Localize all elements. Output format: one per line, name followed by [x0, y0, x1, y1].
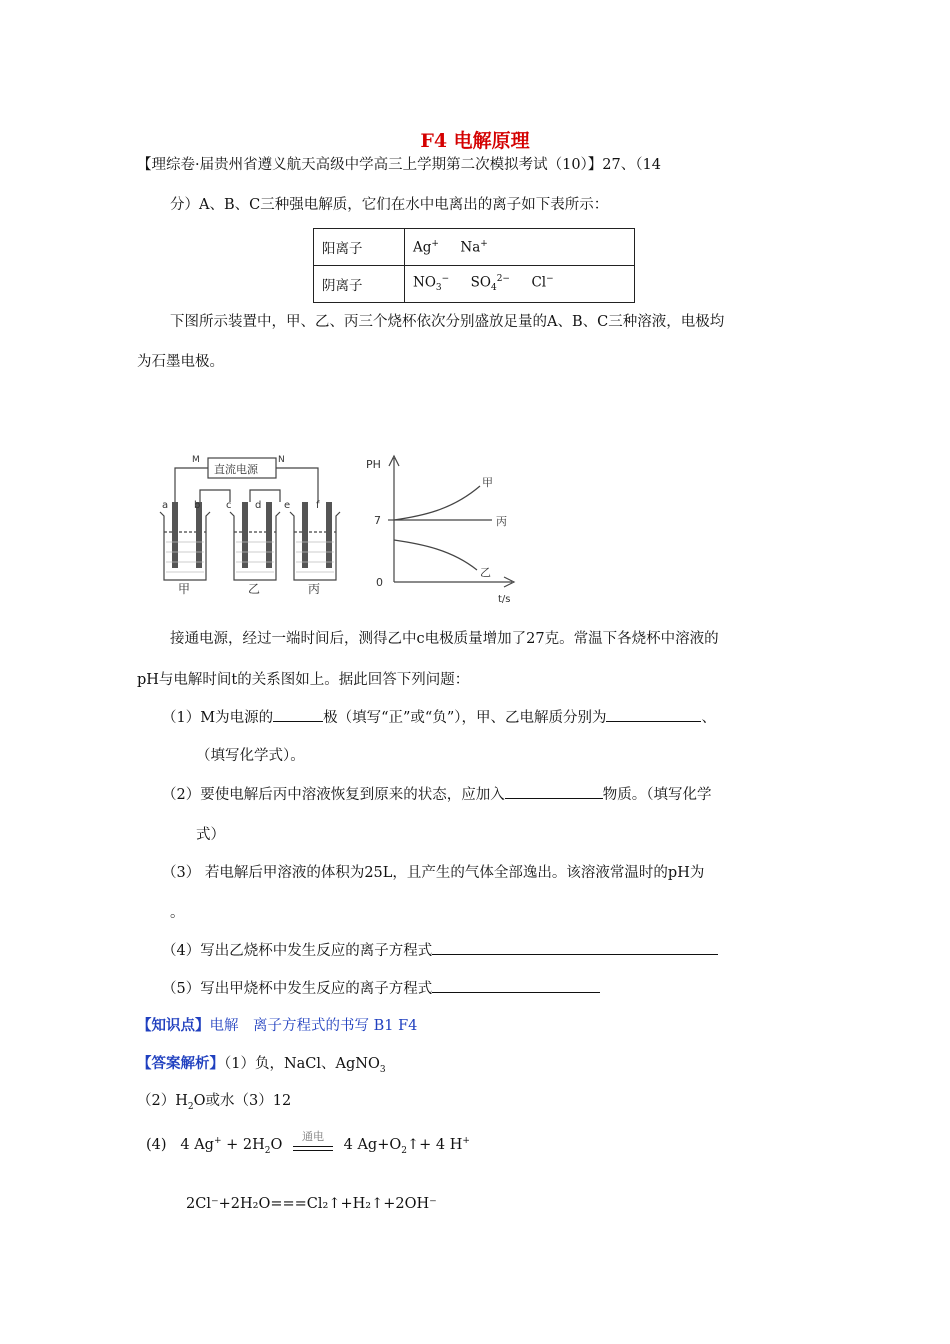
- question-2-cont: 式）: [196, 827, 225, 843]
- description-line-1: 接通电源，经过一端时间后，测得乙中c电极质量增加了27克。常温下各烧杯中溶液的: [170, 631, 719, 647]
- x-axis-label: t/s: [498, 594, 511, 605]
- intro-line-2: 为石墨电极。: [137, 354, 224, 370]
- electrode-a: a: [162, 500, 169, 511]
- answer-line-2: $(2)H_2O$或水（3）12: [137, 1093, 292, 1112]
- origin-label: 0: [376, 576, 383, 589]
- ph-time-graph: [362, 452, 522, 607]
- y-mark-7: 7: [374, 514, 381, 527]
- answer-equation-2: 2Cl⁻+2H₂O===Cl₂↑+H₂↑+2OH⁻: [186, 1196, 437, 1212]
- answer-blank-3[interactable]: [505, 784, 603, 799]
- beaker-bing: 丙: [308, 582, 321, 596]
- intro-line-1: 下图所示装置中，甲、乙、丙三个烧杯依次分别盛放足量的A、B、C三种溶液，电极均: [170, 314, 725, 330]
- electrode-b: b: [194, 500, 201, 511]
- anion-label: 阴离子: [314, 266, 405, 303]
- label-bing: 丙: [496, 515, 507, 528]
- cation-cell: Ag+ Na+: [405, 229, 635, 266]
- terminal-m: M: [192, 455, 200, 465]
- electrode-d: d: [255, 500, 262, 511]
- electrolysis-condition: 通电: [293, 1136, 333, 1154]
- question-2: （2）要使电解后丙中溶液恢复到原来的状态，应加入 物质。（填写化学: [162, 783, 711, 804]
- knowledge-point: 【知识点】电解 离子方程式的书写 B1 F4: [137, 1017, 418, 1034]
- curve-yi: [394, 540, 477, 570]
- label-jia: 甲: [482, 476, 493, 489]
- answer-blank-1[interactable]: [273, 707, 323, 722]
- terminal-n: N: [278, 455, 285, 465]
- power-label: 直流电源: [214, 463, 258, 476]
- answer-equation-1: (4) 4 $Ag^+ + 2H_2O$ 通电 4 $Ag+O_2↑+ 4$ H+: [146, 1130, 470, 1156]
- question-1-cont: （填写化学式）。: [196, 748, 305, 764]
- ion-table: [313, 228, 635, 303]
- source-line-1: 【理综卷·届贵州省遵义航天高级中学高三上学期第二次模拟考试（10）】27、（14: [137, 157, 661, 173]
- answer-blank-4[interactable]: [432, 940, 718, 955]
- answer-blank-2[interactable]: [606, 707, 701, 722]
- electrode-f: f: [316, 500, 320, 511]
- question-3-cont: 。: [170, 905, 185, 921]
- electrode-e: e: [284, 500, 291, 511]
- question-4: （4）写出乙烧杯中发生反应的离子方程式: [162, 939, 718, 960]
- curve-jia: [394, 486, 480, 520]
- anion-cell: $NO_3^-$ $SO_4^{2-}$ Cl−: [405, 266, 635, 303]
- page-title: F4 电解原理: [420, 130, 530, 152]
- source-line-2: 分）A、B、C三种强电解质，它们在水中电离出的离子如下表所示：: [170, 197, 609, 213]
- electrolysis-apparatus: [150, 452, 350, 597]
- electrode-c: c: [226, 500, 232, 511]
- question-1: （1）M为电源的 极（填写“正”或“负”），甲、乙电解质分别为 、: [162, 706, 716, 727]
- question-3: （3） 若电解后甲溶液的体积为25L，且产生的气体全部逸出。该溶液常温时的pH为: [162, 865, 705, 881]
- description-line-2: pH与电解时间t的关系图如上。据此回答下列问题：: [137, 672, 470, 688]
- beaker-jia: 甲: [178, 582, 191, 596]
- question-5: （5）写出甲烧杯中发生反应的离子方程式: [162, 977, 600, 998]
- answer-blank-5[interactable]: [432, 978, 600, 993]
- y-axis-label: PH: [366, 458, 381, 471]
- answer-line-1: 【答案解析】（1）负，NaCl、AgNO$_3$: [137, 1055, 386, 1075]
- cation-label: 阳离子: [314, 229, 405, 266]
- label-yi: 乙: [480, 566, 491, 579]
- beaker-yi: 乙: [248, 582, 261, 596]
